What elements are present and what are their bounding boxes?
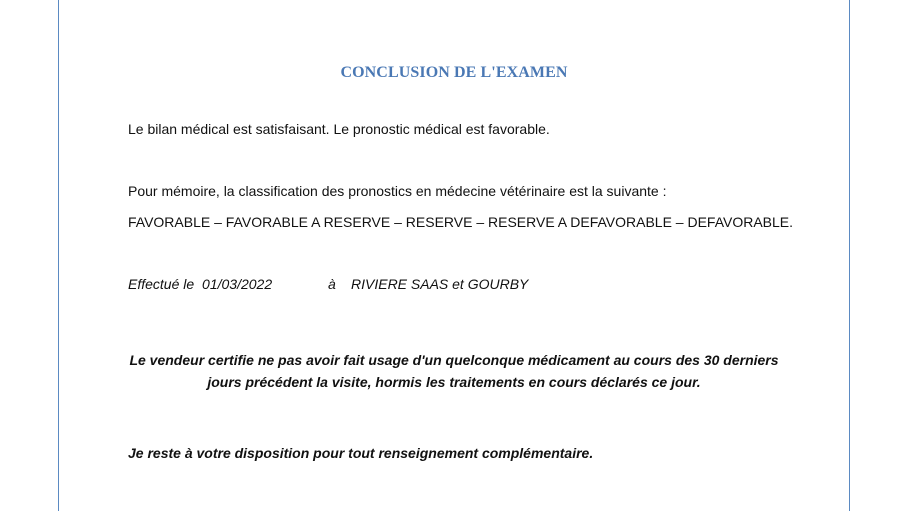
bilan-text: Le bilan médical est satisfaisant. Le pronostic médical est favorable.	[128, 121, 550, 137]
done-at: à	[328, 276, 336, 292]
done-line	[128, 276, 529, 292]
certification-line-2: jours précédent la visite, hormis les traitements en cours déclarés ce jour.	[207, 374, 701, 390]
certification-block	[0, 349, 900, 393]
done-place: RIVIERE SAAS et GOURBY	[351, 276, 529, 292]
classification-text: FAVORABLE – FAVORABLE A RESERVE – RESERVE – RESERVE A DEFAVORABLE – DEFAVORABLE.	[128, 214, 794, 230]
certification-line-1: Le vendeur certifie ne pas avoir fait usage d'un quelconque médicament au cours des 30 derniers	[129, 352, 779, 368]
memoire-text: Pour mémoire, la classification des pronostics en médecine vétérinaire est la suivante :	[128, 183, 667, 199]
done-label: Effectué le	[128, 276, 195, 292]
section-heading: CONCLUSION DE L'EXAMEN	[340, 64, 568, 81]
closing-text: Je reste à votre disposition pour tout renseignement complémentaire.	[128, 445, 594, 461]
done-date: 01/03/2022	[202, 276, 273, 292]
